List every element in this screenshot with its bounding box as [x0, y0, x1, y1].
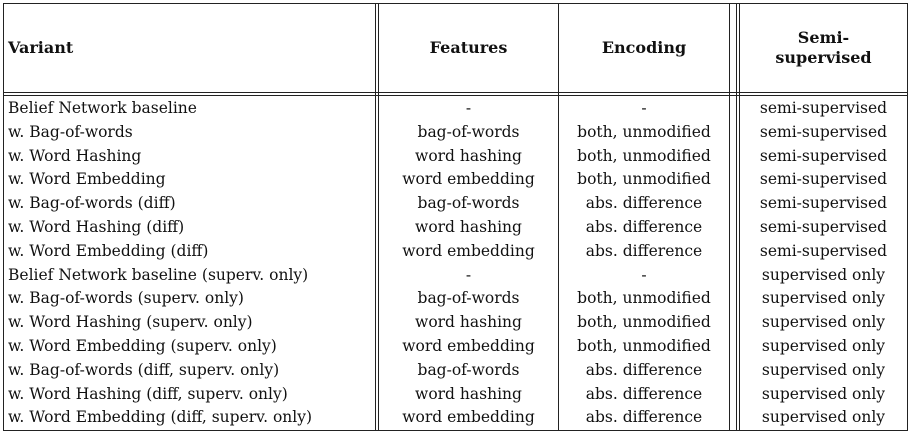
header-variant: Variant: [8, 37, 74, 57]
cell-encoding: both, unmodified: [577, 146, 711, 165]
cell-semi-supervised: semi-supervised: [759, 194, 888, 213]
cell-encoding: both, unmodified: [577, 122, 711, 141]
cell-semi-supervised: semi-supervised: [759, 122, 888, 141]
header-features: Features: [429, 37, 508, 57]
cell-variant: w. Bag-of-words (superv. only): [8, 289, 244, 308]
cell-features: bag-of-words: [417, 122, 520, 141]
cell-semi-supervised: semi-supervised: [759, 99, 888, 117]
cell-encoding: abs. difference: [585, 241, 703, 260]
cell-variant: w. Word Embedding (diff, superv. only): [8, 408, 313, 427]
table-row: [0, 168, 913, 192]
table-row: [0, 287, 913, 311]
cell-variant: w. Bag-of-words: [8, 122, 133, 141]
table-row: [0, 121, 913, 145]
cell-features: word embedding: [402, 336, 535, 355]
cell-semi-supervised: semi-supervised: [759, 241, 888, 260]
cell-encoding: -: [641, 99, 647, 117]
cell-features: word hashing: [415, 384, 522, 403]
cell-encoding: abs. difference: [585, 217, 703, 236]
cell-encoding: both, unmodified: [577, 289, 711, 308]
table-row: [0, 406, 913, 430]
cell-features: word embedding: [402, 408, 535, 427]
table-row: [0, 192, 913, 216]
header-semi-supervised: [740, 3, 907, 92]
cell-variant: w. Word Hashing (superv. only): [8, 313, 253, 332]
cell-semi-supervised: supervised only: [761, 384, 886, 403]
cell-semi-supervised: supervised only: [761, 265, 886, 284]
cell-variant: w. Word Embedding: [8, 170, 166, 189]
cell-features: word embedding: [402, 241, 535, 260]
cell-variant: w. Word Embedding (superv. only): [8, 336, 277, 355]
cell-encoding: both, unmodified: [577, 336, 711, 355]
cell-features: bag-of-words: [417, 360, 520, 379]
cell-semi-supervised: supervised only: [761, 336, 886, 355]
cell-variant: w. Word Embedding (diff): [8, 241, 209, 260]
table-row: [0, 97, 913, 121]
header-rule: [3, 92, 908, 93]
cell-features: -: [465, 265, 472, 284]
cell-semi-supervised: semi-supervised: [759, 170, 888, 189]
cell-features: bag-of-words: [417, 289, 520, 308]
cell-variant: w. Word Hashing (diff): [8, 217, 185, 236]
cell-semi-supervised: semi-supervised: [759, 146, 888, 165]
cell-features: -: [465, 99, 472, 117]
cell-semi-supervised: supervised only: [761, 360, 886, 379]
cell-encoding: both, unmodified: [577, 313, 711, 332]
cell-semi-supervised: semi-supervised: [759, 217, 888, 236]
cell-semi-supervised: supervised only: [761, 408, 886, 427]
cell-variant: w. Bag-of-words (diff): [8, 194, 176, 213]
cell-variant: w. Bag-of-words (diff, superv. only): [8, 360, 280, 379]
cell-variant: Belief Network baseline: [8, 99, 197, 117]
cell-semi-supervised: supervised only: [761, 289, 886, 308]
header-semi-line1: Semi-: [797, 27, 850, 47]
cell-encoding: -: [641, 265, 647, 284]
cell-features: word hashing: [415, 146, 522, 165]
header-encoding: Encoding: [601, 37, 687, 57]
table-body: [0, 97, 913, 430]
table-row: [0, 383, 913, 407]
cell-encoding: abs. difference: [585, 360, 703, 379]
table-row: [0, 359, 913, 383]
table-row: [0, 240, 913, 264]
header-semi-line2: supervised: [775, 47, 872, 67]
cell-variant: Belief Network baseline (superv. only): [8, 265, 309, 284]
cell-encoding: abs. difference: [585, 194, 703, 213]
cell-encoding: abs. difference: [585, 408, 703, 427]
cell-semi-supervised: supervised only: [761, 313, 886, 332]
table-row: [0, 145, 913, 169]
table-row: [0, 216, 913, 240]
cell-variant: w. Word Hashing: [8, 146, 142, 165]
cell-features: word hashing: [415, 313, 522, 332]
cell-variant: w. Word Hashing (diff, superv. only): [8, 384, 288, 403]
table-row: [0, 311, 913, 335]
cell-encoding: abs. difference: [585, 384, 703, 403]
header-rule: [3, 95, 908, 96]
cell-encoding: both, unmodified: [577, 170, 711, 189]
table-row: [0, 335, 913, 359]
table-row: [0, 264, 913, 288]
cell-features: word hashing: [415, 217, 522, 236]
cell-features: bag-of-words: [417, 194, 520, 213]
cell-features: word embedding: [402, 170, 535, 189]
